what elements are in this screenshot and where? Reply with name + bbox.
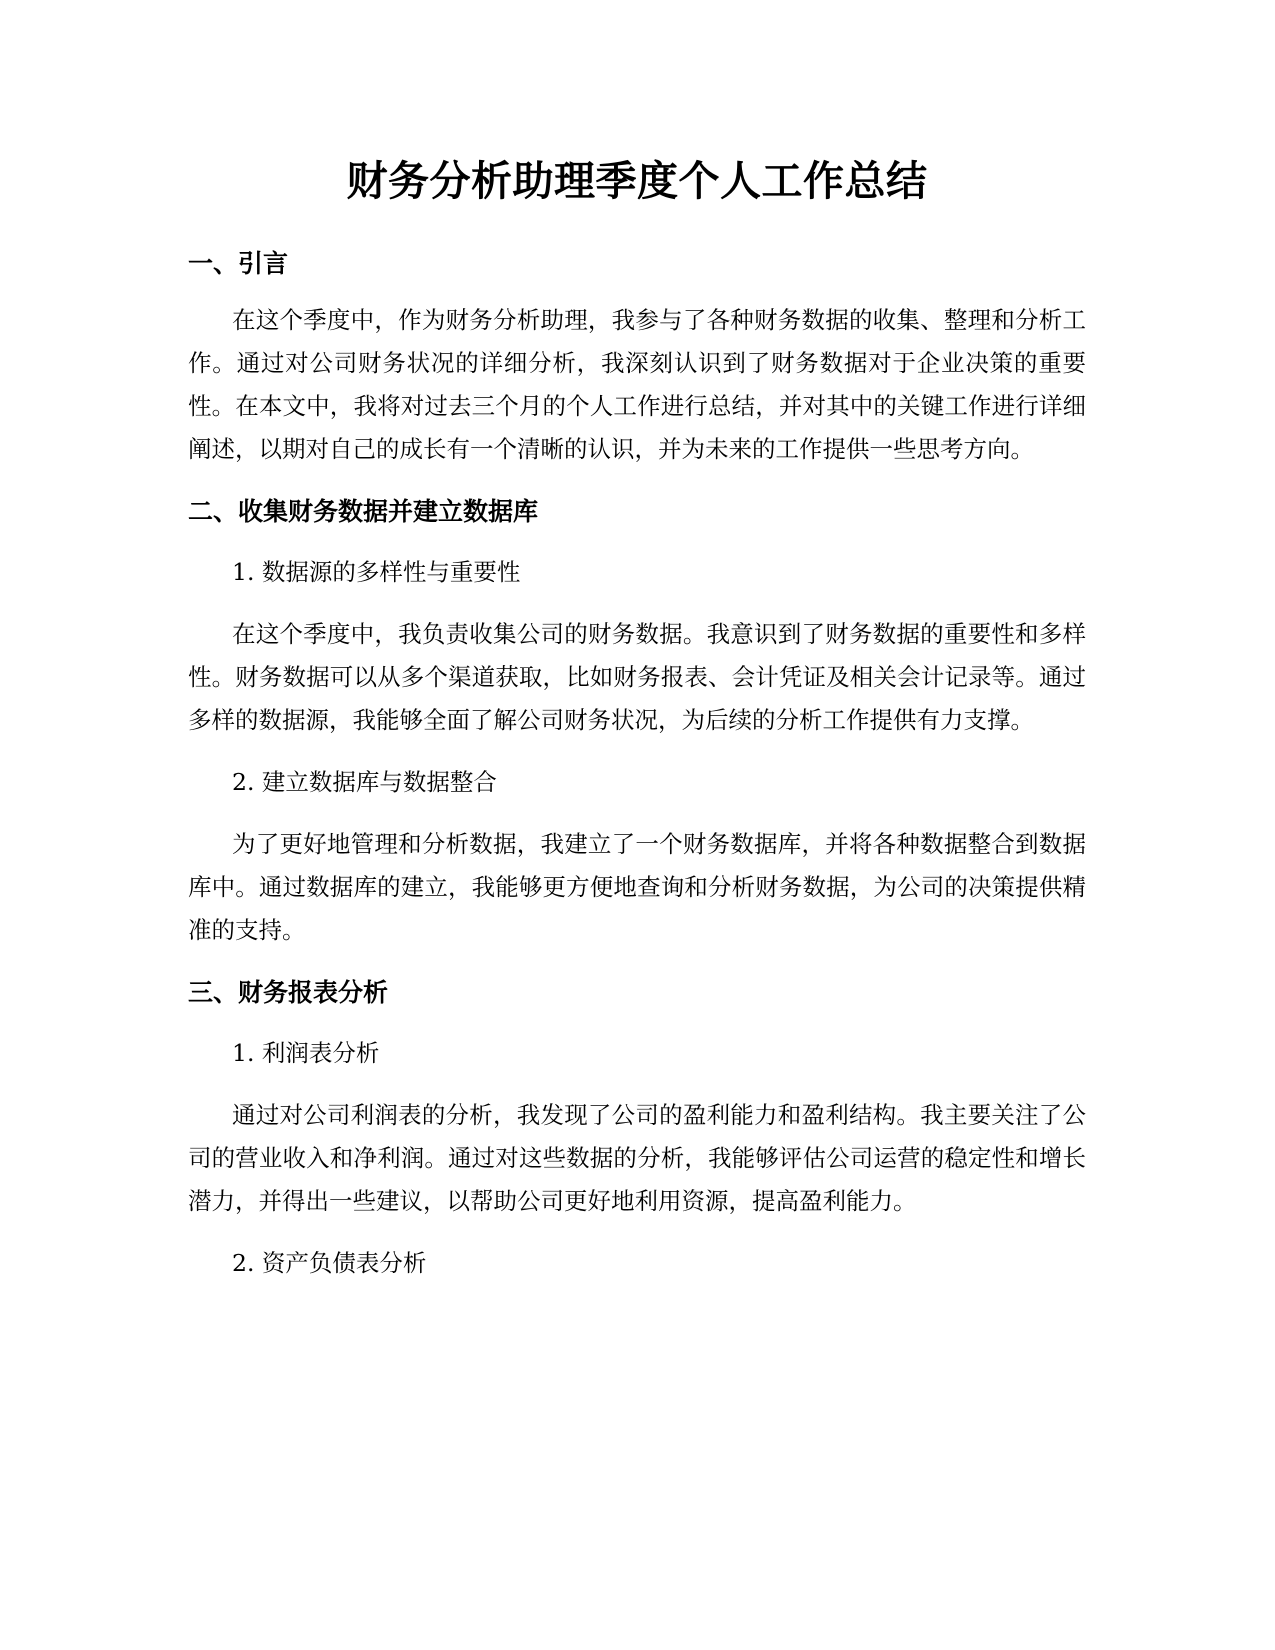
document-body <box>188 140 1086 1285</box>
section-heading-data-collection: 二、收集财务数据并建立数据库 <box>188 497 539 526</box>
section-heading-introduction: 一、引言 <box>188 249 289 278</box>
subheading-balance-sheet: 2. 资产负债表分析 <box>232 1249 427 1277</box>
data-sources-paragraph: 在这个季度中，我负责收集公司的财务数据。我意识到了财务数据的重要性和多样性。财务数据可以从多个渠道获取，比如财务报表、会计凭证及相关会计记录等。通过多样的数据源，我能够全面了解公司财务状况，为后续的分析工作提供有力支撑。 <box>188 620 1086 734</box>
section-heading-financial-statements: 三、财务报表分析 <box>188 978 389 1007</box>
income-statement-paragraph: 通过对公司利润表的分析，我发现了公司的盈利能力和盈利结构。我主要关注了公司的营业收入和净利润。通过对这些数据的分析，我能够评估公司运营的稳定性和增长潜力，并得出一些建议，以帮助公司更好地利用资源，提高盈利能力。 <box>188 1101 1086 1215</box>
database-paragraph: 为了更好地管理和分析数据，我建立了一个财务数据库，并将各种数据整合到数据库中。通过数据库的建立，我能够更方便地查询和分析财务数据，为公司的决策提供精准的支持。 <box>188 830 1086 944</box>
subheading-income-statement: 1. 利润表分析 <box>232 1039 380 1067</box>
introduction-paragraph: 在这个季度中，作为财务分析助理，我参与了各种财务数据的收集、整理和分析工作。通过对公司财务状况的详细分析，我深刻认识到了财务数据对于企业决策的重要性。在本文中，我将对过去三个月的个人工作进行总结，并对其中的关键工作进行详细阐述，以期对自己的成长有一个清晰的认识，并为未来的工作提供一些思考方向。 <box>188 306 1086 463</box>
subheading-database: 2. 建立数据库与数据整合 <box>232 768 497 796</box>
document-title: 财务分析助理季度个人工作总结 <box>346 157 928 205</box>
subheading-data-sources: 1. 数据源的多样性与重要性 <box>232 558 521 586</box>
